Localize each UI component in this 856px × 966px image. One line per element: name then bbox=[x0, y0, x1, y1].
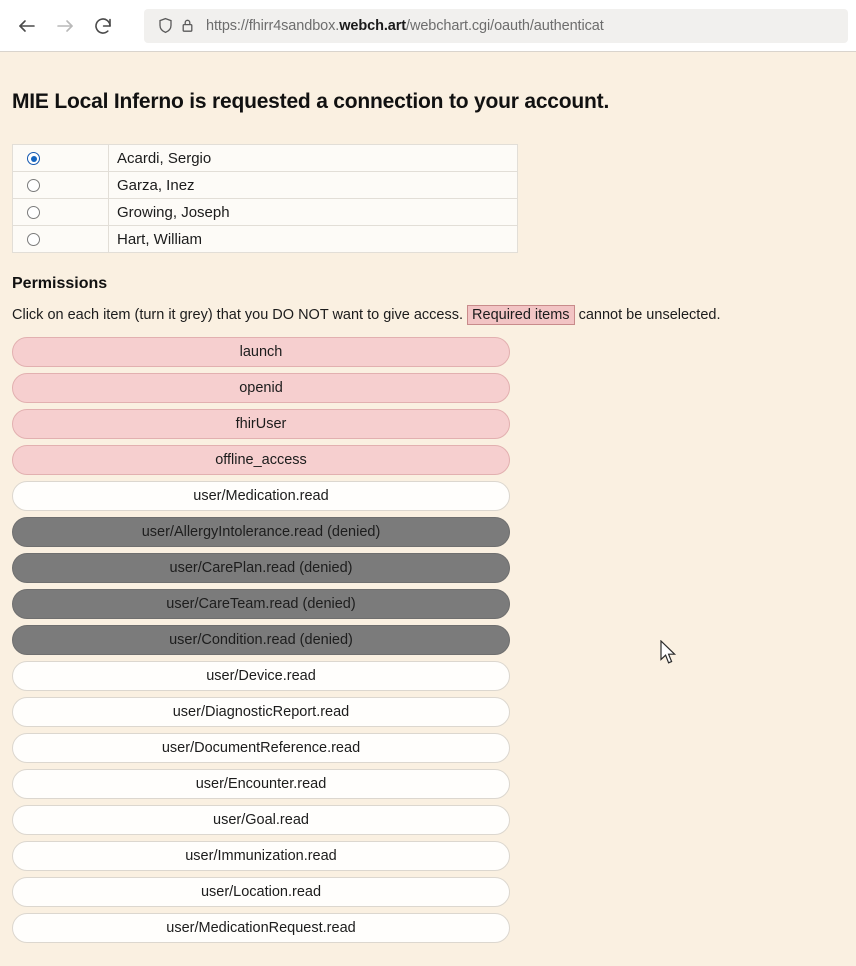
table-row[interactable] bbox=[13, 145, 518, 172]
user-name-cell: Garza, Inez bbox=[109, 172, 518, 199]
scope-pill-granted[interactable]: user/Goal.read bbox=[12, 805, 510, 835]
radio-button-user-2[interactable] bbox=[27, 206, 40, 219]
required-items-chip: Required items bbox=[467, 305, 575, 325]
scope-pill-granted[interactable]: user/DocumentReference.read bbox=[12, 733, 510, 763]
radio-button-user-1[interactable] bbox=[27, 179, 40, 192]
scope-list bbox=[12, 337, 844, 943]
scope-pill-denied[interactable]: user/Condition.read (denied) bbox=[12, 625, 510, 655]
scope-pill-granted[interactable]: user/DiagnosticReport.read bbox=[12, 697, 510, 727]
url-text bbox=[206, 18, 604, 34]
radio-button-user-3[interactable] bbox=[27, 233, 40, 246]
scope-pill-granted[interactable]: user/Device.read bbox=[12, 661, 510, 691]
lock-icon bbox=[176, 15, 198, 37]
scope-pill-granted[interactable]: user/Immunization.read bbox=[12, 841, 510, 871]
table-row[interactable] bbox=[13, 172, 518, 199]
hint-text-after: cannot be unselected. bbox=[574, 307, 721, 323]
browser-toolbar bbox=[0, 0, 856, 52]
address-bar[interactable] bbox=[144, 9, 848, 43]
scope-pill-granted[interactable]: user/Medication.read bbox=[12, 481, 510, 511]
user-name-cell: Acardi, Sergio bbox=[109, 145, 518, 172]
scope-pill-required: offline_access bbox=[12, 445, 510, 475]
user-name-cell: Growing, Joseph bbox=[109, 199, 518, 226]
user-selection-table bbox=[12, 144, 518, 253]
url-host: webch.art bbox=[339, 17, 407, 34]
scope-pill-required: fhirUser bbox=[12, 409, 510, 439]
user-radio-cell[interactable] bbox=[13, 145, 109, 172]
scope-pill-denied[interactable]: user/AllergyIntolerance.read (denied) bbox=[12, 517, 510, 547]
user-name-cell: Hart, William bbox=[109, 226, 518, 253]
shield-icon bbox=[154, 15, 176, 37]
user-radio-cell[interactable] bbox=[13, 199, 109, 226]
permissions-heading: Permissions bbox=[12, 275, 108, 292]
page-title: MIE Local Inferno is requested a connection to your account. bbox=[12, 90, 610, 113]
url-path: /webchart.cgi/oauth/authenticat bbox=[406, 17, 604, 34]
user-radio-cell[interactable] bbox=[13, 226, 109, 253]
radio-button-user-0[interactable] bbox=[27, 152, 40, 165]
permissions-hint bbox=[12, 307, 844, 323]
scope-pill-required: launch bbox=[12, 337, 510, 367]
user-radio-cell[interactable] bbox=[13, 172, 109, 199]
forward-button[interactable] bbox=[46, 7, 84, 45]
table-row[interactable] bbox=[13, 199, 518, 226]
page-content bbox=[0, 52, 856, 966]
table-row[interactable] bbox=[13, 226, 518, 253]
scope-pill-granted[interactable]: user/MedicationRequest.read bbox=[12, 913, 510, 943]
scope-pill-required: openid bbox=[12, 373, 510, 403]
reload-button[interactable] bbox=[84, 7, 122, 45]
hint-text-before: Click on each item (turn it grey) that you DO NOT want to give access. bbox=[12, 307, 468, 323]
scope-pill-granted[interactable]: user/Encounter.read bbox=[12, 769, 510, 799]
back-button[interactable] bbox=[8, 7, 46, 45]
scope-pill-denied[interactable]: user/CarePlan.read (denied) bbox=[12, 553, 510, 583]
url-prefix: https://fhirr4sandbox. bbox=[206, 17, 340, 34]
scope-pill-denied[interactable]: user/CareTeam.read (denied) bbox=[12, 589, 510, 619]
scope-pill-granted[interactable]: user/Location.read bbox=[12, 877, 510, 907]
